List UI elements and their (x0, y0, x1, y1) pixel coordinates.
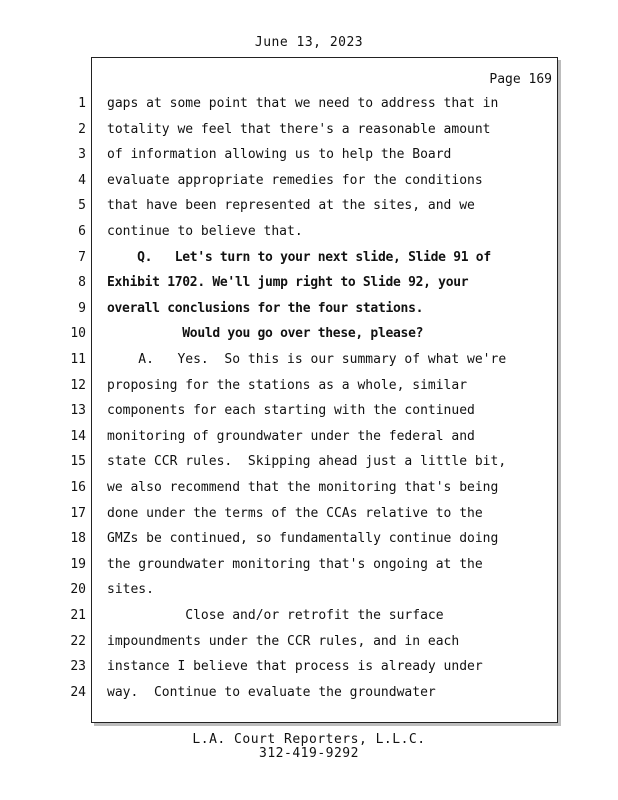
line-text: Exhibit 1702. We'll jump right to Slide 92, your (107, 275, 469, 291)
line-text: we also recommend that the monitoring that's being (107, 480, 499, 495)
line-number: 12 (70, 377, 86, 393)
line-text: overall conclusions for the four stations. (107, 300, 424, 316)
line-text: A. Yes. So this is our summary of what we're (107, 352, 507, 367)
line-text: proposing for the stations as a whole, similar (107, 377, 468, 393)
line-text: sites. (107, 582, 154, 598)
line-text: impoundments under the CCR rules, and in each (107, 633, 460, 649)
line-number: 2 (78, 121, 86, 137)
line-number: 8 (78, 275, 86, 291)
line-number: 21 (70, 608, 86, 623)
line-text: continue to believe that. (107, 224, 303, 239)
line-number: 18 (70, 531, 86, 547)
line-text: GMZs be continued, so fundamentally continue doing (107, 531, 499, 547)
line-text: of information allowing us to help the Board (107, 147, 452, 163)
line-number: 19 (70, 556, 86, 572)
line-number: 23 (70, 659, 86, 675)
line-text: gaps at some point that we need to address that in (107, 96, 499, 111)
line-text: state CCR rules. Skipping ahead just a little bit, (107, 454, 507, 470)
line-text: instance I believe that process is already under (107, 659, 483, 675)
line-number: 7 (78, 249, 86, 265)
footer-phone: 312-419-9292 (259, 746, 359, 761)
line-number: 6 (78, 224, 86, 239)
line-number: 16 (70, 480, 86, 495)
line-number: 17 (70, 505, 86, 521)
line-text: monitoring of groundwater under the federal and (107, 428, 475, 444)
line-number: 5 (78, 198, 86, 214)
line-text: Close and/or retrofit the surface (107, 608, 444, 623)
line-number: 24 (70, 684, 86, 700)
transcript-date: June 13, 2023 (254, 35, 364, 50)
line-number: 10 (70, 326, 86, 342)
line-number: 15 (70, 454, 86, 470)
line-number: 11 (70, 352, 86, 367)
line-number: 9 (78, 300, 86, 316)
line-text: Would you go over these, please? (107, 326, 424, 342)
line-text: Q. Let's turn to your next slide, Slide 91 of (107, 249, 491, 265)
line-text: that have been represented at the sites, and we (107, 198, 475, 214)
line-number: 13 (70, 403, 86, 419)
page-number: Page 169 (489, 72, 552, 87)
line-number: 20 (70, 582, 86, 598)
line-text: components for each starting with the continued (107, 403, 475, 419)
footer (0, 733, 618, 761)
line-number: 4 (78, 172, 86, 188)
line-number: 14 (70, 428, 86, 444)
line-text: way. Continue to evaluate the groundwater (107, 684, 436, 700)
line-text: evaluate appropriate remedies for the conditions (107, 172, 483, 188)
line-number: 1 (78, 96, 86, 111)
line-text: done under the terms of the CCAs relative to the (107, 505, 483, 521)
line-text: totality we feel that there's a reasonable amount (107, 121, 491, 137)
footer-company: L.A. Court Reporters, L.L.C. (192, 732, 426, 747)
line-number: 3 (78, 147, 86, 163)
line-text: the groundwater monitoring that's ongoing at the (107, 556, 483, 572)
line-number: 22 (70, 633, 86, 649)
